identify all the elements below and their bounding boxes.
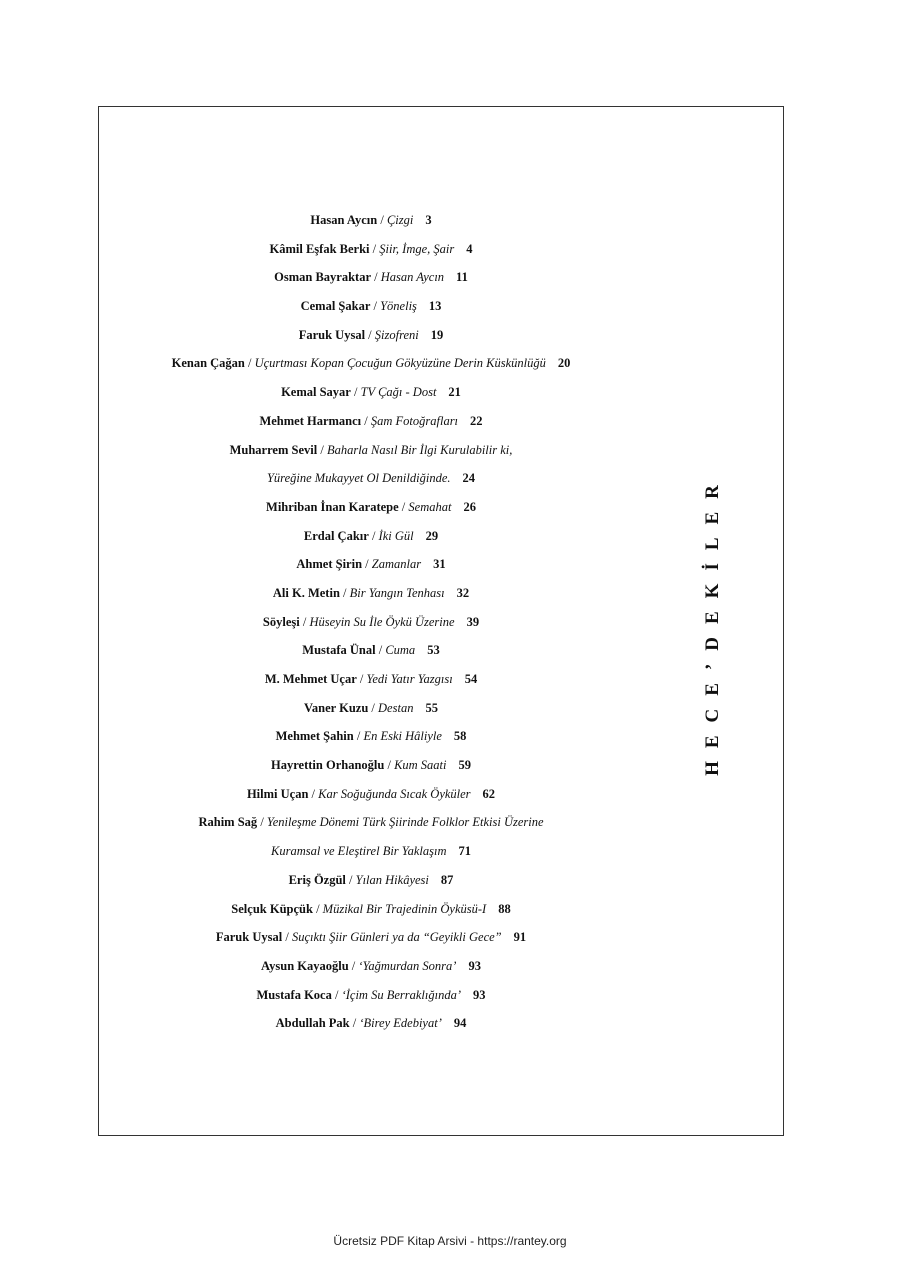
toc-entry xyxy=(28,235,714,264)
toc-title: Baharla Nasıl Bir İlgi Kurulabilir ki, xyxy=(326,442,513,457)
toc-entry xyxy=(28,378,714,407)
toc-page-number: 93 xyxy=(468,958,481,973)
section-title-vertical xyxy=(700,462,726,786)
toc-entry xyxy=(28,837,714,866)
toc-page-number: 31 xyxy=(433,557,446,572)
toc-page-number: 4 xyxy=(466,241,473,256)
toc-author: Söyleşi xyxy=(262,614,300,629)
toc-author: Mustafa Koca xyxy=(256,987,332,1002)
toc-author: Faruk Uysal xyxy=(215,930,283,945)
toc-separator: / xyxy=(350,385,361,400)
toc-entry xyxy=(28,464,714,493)
toc-separator: / xyxy=(257,815,267,830)
toc-author: Erdal Çakır xyxy=(303,528,369,543)
toc-author: Muharrem Sevil xyxy=(229,442,318,457)
toc-separator: / xyxy=(361,413,371,428)
toc-entry xyxy=(28,751,714,780)
toc-author: Kenan Çağan xyxy=(171,356,245,371)
toc-title: En Eski Hâliyle xyxy=(363,729,442,744)
toc-entry xyxy=(28,550,714,579)
toc-title: ‘İçim Su Berraklığında’ xyxy=(341,987,461,1002)
toc-entry xyxy=(28,866,714,895)
toc-title: Şam Fotoğrafları xyxy=(370,413,459,428)
toc-title: Çizgi xyxy=(386,213,414,227)
toc-title: Hasan Aycın xyxy=(380,270,445,285)
toc-entry xyxy=(28,206,714,235)
toc-title: Kuramsal ve Eleştirel Bir Yaklaşım xyxy=(271,844,447,859)
toc-author: M. Mehmet Uçar xyxy=(264,672,357,686)
toc-author: Kâmil Eşfak Berki xyxy=(269,241,370,256)
toc-separator: / xyxy=(349,1016,360,1031)
toc-page-number: 32 xyxy=(456,585,470,600)
toc-page-number: 13 xyxy=(428,299,442,314)
toc-author: Hilmi Uçan xyxy=(246,786,309,801)
toc-separator: / xyxy=(299,614,310,629)
toc-separator: / xyxy=(365,327,375,342)
toc-separator: / xyxy=(362,557,372,572)
toc-title: Müzikal Bir Trajedinin Öyküsü-I xyxy=(322,901,487,916)
toc-title: Destan xyxy=(378,700,414,715)
toc-entry xyxy=(28,895,714,924)
toc-author: Aysun Kayaoğlu xyxy=(261,958,349,973)
toc-page-number: 24 xyxy=(462,471,475,486)
toc-author: Ali K. Metin xyxy=(272,585,340,600)
toc-page-number: 21 xyxy=(448,385,461,400)
toc-page-number: 19 xyxy=(430,327,444,342)
toc-title: Yenileşme Dönemi Türk Şiirinde Folklor Etkisi Üzerine xyxy=(266,815,544,830)
toc-entry xyxy=(28,694,714,723)
toc-author: Cemal Şakar xyxy=(300,299,371,314)
toc-page-number: 29 xyxy=(425,528,439,543)
toc-entry xyxy=(28,923,714,952)
toc-title: Hüseyin Su İle Öykü Üzerine xyxy=(309,614,455,629)
toc-page-number: 53 xyxy=(427,643,440,658)
toc-page-number: 71 xyxy=(458,844,471,859)
toc-separator: / xyxy=(377,213,387,227)
toc-author: Selçuk Küpçük xyxy=(231,901,313,916)
toc-author: Mustafa Ünal xyxy=(302,643,376,658)
toc-author: Abdullah Pak xyxy=(275,1016,350,1031)
toc-title: Yedi Yatır Yazgısı xyxy=(366,672,453,686)
toc-title: ‘Birey Edebiyat’ xyxy=(359,1016,442,1031)
toc-author: Mihriban İnan Karatepe xyxy=(266,499,399,514)
toc-separator: / xyxy=(312,901,323,916)
toc-page-number: 94 xyxy=(453,1016,467,1031)
toc-author: Rahim Sağ xyxy=(198,815,258,830)
toc-title: Suçıktı Şiir Günleri ya da “Geyikli Gece” xyxy=(291,930,502,945)
toc-entry xyxy=(28,579,714,608)
section-title-text: HECE’DEKİLER xyxy=(702,472,723,776)
toc-title: Yüreğine Mukayyet Ol Denildiğinde. xyxy=(266,471,451,486)
toc-author: Kemal Sayar xyxy=(281,385,351,400)
toc-author: Ahmet Şirin xyxy=(296,557,363,572)
toc-entry xyxy=(28,780,714,809)
toc-title: İki Gül xyxy=(378,528,414,543)
toc-page-number: 55 xyxy=(425,700,438,715)
toc-title: Bir Yangın Tenhası xyxy=(349,585,445,600)
toc-page-number: 11 xyxy=(456,270,468,285)
toc-author: Hayrettin Orhanoğlu xyxy=(271,758,385,773)
toc-title: TV Çağı - Dost xyxy=(360,385,437,400)
toc-entry xyxy=(28,665,714,694)
footer-text: Ücretsiz PDF Kitap Arsivi - https://rantey.org xyxy=(333,1234,567,1248)
toc-author: Osman Bayraktar xyxy=(274,270,371,285)
toc-separator: / xyxy=(375,643,386,658)
toc-separator: / xyxy=(369,241,380,256)
toc-page-number: 26 xyxy=(463,499,476,514)
toc-page-number: 54 xyxy=(464,672,478,686)
toc-entry xyxy=(28,1009,714,1038)
toc-separator: / xyxy=(368,700,379,715)
toc-separator: / xyxy=(308,786,319,801)
toc-separator: / xyxy=(353,729,364,744)
toc-author: Mehmet Şahin xyxy=(275,729,354,744)
toc-title: Yılan Hikâyesi xyxy=(355,872,429,887)
toc-entry xyxy=(28,952,714,981)
toc-title: Semahat xyxy=(408,499,452,514)
toc-author: Hasan Aycın xyxy=(310,213,378,227)
toc-author: Vaner Kuzu xyxy=(304,700,369,715)
toc-entry xyxy=(28,321,714,350)
toc-separator: / xyxy=(371,270,381,285)
toc-page-number: 93 xyxy=(473,987,486,1002)
toc-entry xyxy=(28,808,714,837)
toc-title: Yöneliş xyxy=(380,299,417,314)
toc-page-number: 20 xyxy=(557,356,571,371)
toc-author: Mehmet Harmancı xyxy=(259,413,362,428)
toc-separator: / xyxy=(244,356,255,371)
toc-entry xyxy=(28,636,714,665)
toc-page-number: 59 xyxy=(458,758,471,773)
toc-separator: / xyxy=(398,499,409,514)
toc-entry xyxy=(28,608,714,637)
toc-page-number: 91 xyxy=(513,930,527,945)
toc-entry xyxy=(28,263,714,292)
toc-separator: / xyxy=(317,442,327,457)
toc-page-number: 87 xyxy=(440,872,454,887)
toc-title: Uçurtması Kopan Çocuğun Gökyüzüne Derin Küskünlüğü xyxy=(254,356,546,371)
toc-title: Kum Saati xyxy=(394,758,447,773)
toc-title: Cuma xyxy=(385,643,416,658)
toc-separator: / xyxy=(331,987,342,1002)
toc-entry xyxy=(28,349,714,378)
toc-entry xyxy=(28,493,714,522)
toc-entry xyxy=(28,981,714,1010)
toc-title: Kar Soğuğunda Sıcak Öyküler xyxy=(318,786,471,801)
toc-separator: / xyxy=(282,930,292,945)
toc-page-number: 88 xyxy=(498,901,511,916)
toc-separator: / xyxy=(384,758,395,773)
toc-separator: / xyxy=(339,585,350,600)
toc-entry xyxy=(28,407,714,436)
toc-entry xyxy=(28,522,714,551)
table-of-contents xyxy=(98,206,784,1038)
toc-title: Şiir, İmge, Şair xyxy=(379,241,455,256)
toc-separator: / xyxy=(348,958,359,973)
toc-author: Eriş Özgül xyxy=(288,872,346,887)
toc-page-number: 3 xyxy=(425,213,432,227)
toc-page-number: 62 xyxy=(482,786,496,801)
toc-author: Faruk Uysal xyxy=(298,327,366,342)
toc-page-number: 58 xyxy=(453,729,467,744)
toc-entry xyxy=(28,722,714,751)
toc-separator: / xyxy=(370,299,381,314)
toc-page-number: 39 xyxy=(466,614,480,629)
toc-title: Zamanlar xyxy=(371,557,422,572)
toc-title: ‘Yağmurdan Sonra’ xyxy=(358,958,457,973)
toc-entry xyxy=(28,436,714,465)
toc-entry xyxy=(28,292,714,321)
toc-page-number: 22 xyxy=(470,413,483,428)
toc-title: Şizofreni xyxy=(374,327,419,342)
toc-separator: / xyxy=(368,528,379,543)
toc-separator: / xyxy=(345,872,356,887)
toc-separator: / xyxy=(356,672,367,686)
